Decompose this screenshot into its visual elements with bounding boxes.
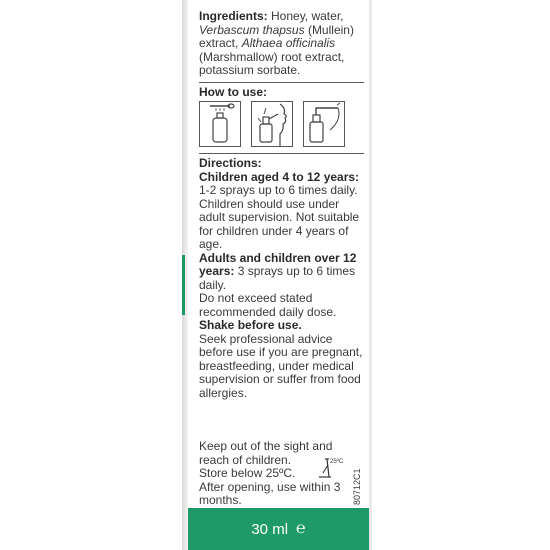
ingredient-latin-2: Althaea officinalis	[241, 36, 336, 50]
temp-icon-label: 25ºC	[330, 459, 344, 465]
spray-bottle-cap-off-icon	[199, 101, 241, 147]
children-heading: Children aged 4 to 12 years:	[199, 169, 360, 184]
batch-code: 80712C1	[352, 468, 362, 505]
adults-text: 3 sprays up to 6 times daily.	[199, 264, 356, 292]
how-to-use-icons	[199, 101, 364, 147]
footer-band	[188, 508, 369, 550]
ingredients-text-1: Honey, water,	[267, 9, 344, 23]
adults-heading: Adults and children over 12 years:	[199, 250, 357, 278]
ingredients-paragraph	[199, 10, 364, 78]
storage-temperature: Store below 25ºC.	[199, 466, 296, 480]
ingredient-latin-1: Verbascum thapsus	[199, 22, 305, 37]
ingredients-text-2: (Mullein) extract,	[199, 22, 354, 50]
advice-text: Seek professional advice before use if you are pregnant, breastfeeding, under medical supervision or suffer from food allergies.	[199, 331, 363, 400]
spray-bottle-nozzle-icon	[303, 101, 345, 147]
label-content	[199, 10, 364, 400]
children-text: 1-2 sprays up to 6 times daily. Children should use under adult supervision. Not suitable for children under 4 years of age.	[199, 183, 360, 251]
ingredients-text-3: (Marshmallow) root extract, potassium sorbate.	[199, 49, 345, 77]
directions-title: Directions:	[199, 156, 262, 170]
divider	[199, 82, 364, 83]
divider	[199, 153, 364, 154]
how-to-use-title: How to use:	[199, 84, 267, 99]
background-left	[0, 0, 182, 550]
shake-heading: Shake before use.	[199, 318, 302, 332]
storage-keep-out: Keep out of the sight and reach of children.	[199, 439, 333, 467]
temperature-limit-icon	[317, 455, 345, 479]
box-side-right	[369, 0, 372, 550]
adults-paragraph	[199, 252, 364, 293]
spray-into-mouth-icon	[251, 101, 293, 147]
volume-label: 30 ml	[251, 520, 289, 538]
estimated-sign: ℮	[296, 520, 306, 537]
ingredients-label: Ingredients:	[199, 9, 268, 23]
storage-after-opening: After opening, use within 3 months.	[199, 479, 341, 507]
dose-warning: Do not exceed stated recommended daily dose.	[199, 291, 337, 319]
